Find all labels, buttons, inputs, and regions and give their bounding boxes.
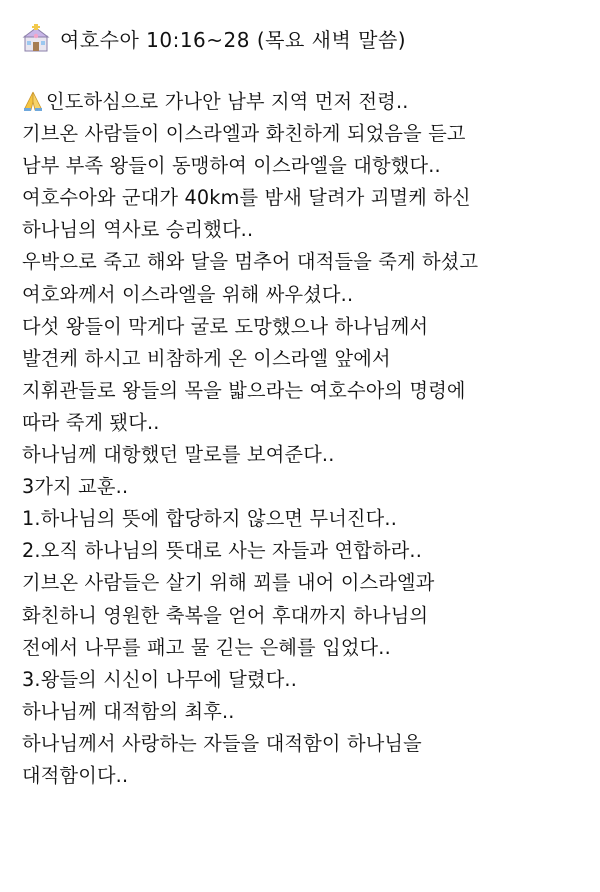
body-line-text: 화친하니 영원한 축복을 얻어 후대까지 하나님의 (22, 603, 429, 627)
praying-hands-icon (22, 90, 44, 112)
body-line (22, 86, 592, 118)
body-line (22, 311, 592, 343)
body-line-text: 여호와께서 이스라엘을 위해 싸우셨다.. (22, 282, 354, 306)
body-line (22, 246, 592, 278)
body-line (22, 279, 592, 311)
body-line-text: 1.하나님의 뜻에 합당하지 않으면 무너진다.. (22, 507, 397, 531)
body-line (22, 503, 592, 535)
body-line-text: 전에서 나무를 패고 물 긷는 은혜를 입었다.. (22, 635, 391, 659)
body-line-text: 3.왕들의 시신이 나무에 달렸다.. (22, 667, 298, 691)
body-line (22, 375, 592, 407)
body-line (22, 471, 592, 503)
body-line (22, 407, 592, 439)
church-icon (22, 24, 50, 52)
body-line-text: 2.오직 하나님의 뜻대로 사는 자들과 연합하라.. (22, 539, 423, 563)
body-line (22, 600, 592, 632)
header-row (22, 20, 406, 56)
body-line (22, 696, 592, 728)
body-line-text: 하나님께서 사랑하는 자들을 대적함이 하나님을 (22, 731, 422, 755)
body-line (22, 118, 592, 150)
body-line-text: 지휘관들로 왕들의 목을 밟으라는 여호수아의 명령에 (22, 378, 466, 402)
body-line-text: 남부 부족 왕들이 동맹하여 이스라엘을 대항했다.. (22, 154, 441, 178)
body-line-text: 다섯 왕들이 막게다 굴로 도망했으나 하나님께서 (22, 314, 429, 338)
body-line (22, 535, 592, 567)
body-line (22, 182, 592, 214)
body-line (22, 439, 592, 471)
body-line (22, 567, 592, 599)
body-line-text: 하나님께 대적함의 최후.. (22, 699, 235, 723)
body-line-text: 인도하심으로 가나안 남부 지역 먼저 전령.. (46, 90, 409, 113)
body-line-text: 3가지 교훈.. (22, 475, 129, 499)
page-title: 여호수아 10:16~28 (목요 새벽 말씀) (60, 27, 407, 52)
body-line (22, 728, 592, 760)
body-line-text: 대적함이다.. (22, 763, 129, 787)
body-line (22, 760, 592, 792)
body-line-text: 기브온 사람들이 이스라엘과 화친하게 되었음을 듣고 (22, 122, 466, 146)
body-line-text: 발견케 하시고 비참하게 온 이스라엘 앞에서 (22, 346, 391, 370)
message-body (22, 86, 592, 792)
body-line-text: 우박으로 죽고 해와 달을 멈추어 대적들을 죽게 하셨고 (22, 250, 479, 274)
body-line-text: 따라 죽게 됐다.. (22, 410, 160, 434)
body-line-text: 하나님의 역사로 승리했다.. (22, 218, 254, 242)
body-line-text: 여호수아와 군대가 40km를 밤새 달려가 괴멸케 하신 (22, 186, 471, 210)
body-line (22, 664, 592, 696)
body-line-text: 하나님께 대항했던 말로를 보여준다.. (22, 443, 335, 467)
body-line-text: 기브온 사람들은 살기 위해 꾀를 내어 이스라엘과 (22, 571, 435, 595)
body-line (22, 214, 592, 246)
body-line (22, 343, 592, 375)
body-line (22, 632, 592, 664)
body-line (22, 150, 592, 182)
